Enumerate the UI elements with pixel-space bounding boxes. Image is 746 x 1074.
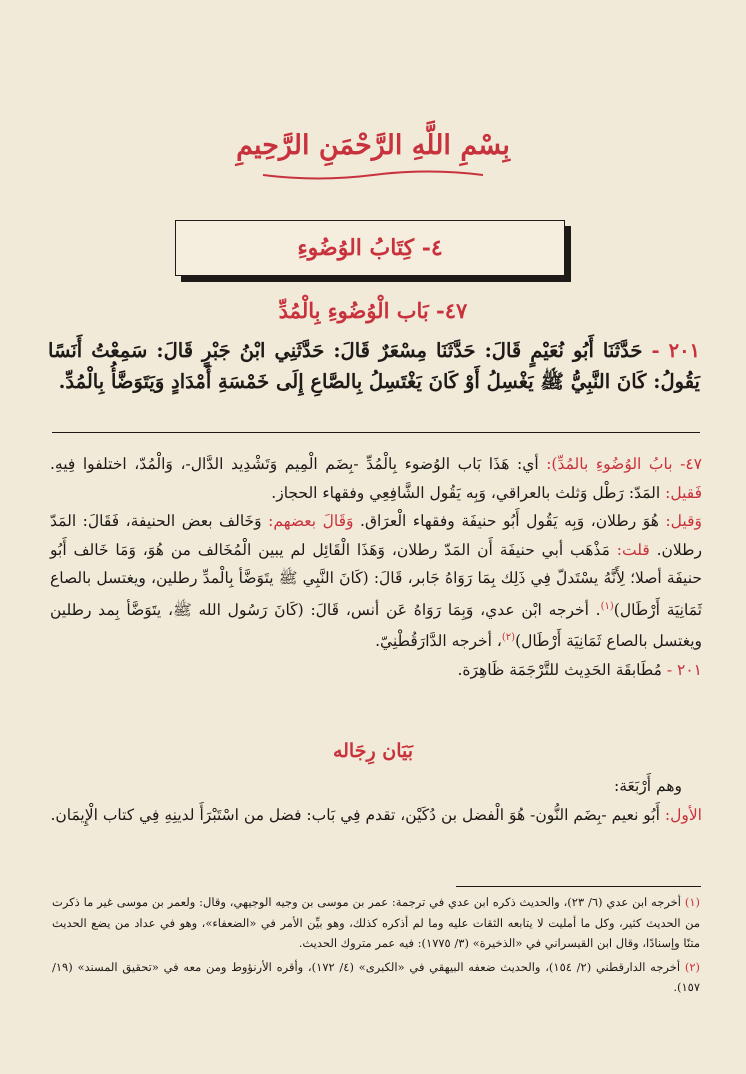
footnote-marker-1[interactable]: (١) (600, 600, 614, 612)
commentary-paragraph (50, 507, 702, 656)
footnote-marker-2[interactable]: (٢) (501, 632, 516, 644)
basmala-calligraphy: بِسْمِ اللَّهِ الرَّحْمَنِ الرَّحِيمِ (236, 130, 510, 161)
narrators-section-title: بَيَان رِجَاله (332, 740, 414, 762)
footnote-1 (52, 892, 700, 954)
commentary-block (50, 450, 702, 684)
commentary-keyword: وَقيل: (665, 512, 702, 530)
narrators-block (50, 772, 702, 830)
book-title: ٤- كِتَابُ الوُضُوءِ (297, 235, 443, 261)
hadith-text: حَدَّثَنَا أَبُو نُعَيْمٍ قَالَ: حَدَّثَنَا مِسْعَرٌ قَالَ: حَدَّثَنِي ابْنُ جَبْرٍ قَالَ: سَمِعْتُ أَنَسًا يَقُولُ: كَانَ النَّبِيُّ ﷺ يَغْسِلُ أَوْ كَانَ يَغْتَسِلُ بِالصَّاعِ إِلَى خَمْسَةِ أَمْدَادٍ وَيَتَوَضَّأُ بِالْمُدِّ. (48, 339, 700, 393)
commentary-text: ، أخرجه الدَّارَقُطْنِيّ. (375, 632, 502, 651)
commentary-paragraph (50, 450, 702, 507)
hadith-text-block (48, 335, 700, 397)
footnote-text: أخرجه ابن عدي (٦/ ٢٣)، والحديث ذكره ابن عدي في ترجمة: عمر بن موسى بن وجيه الوجيهي، وقال: ولعمر بن موسى غير ما ذكرت من الحديث كثير، وكل ما أمليت لا يتابعه الثقات عليه وما لم أذكره كذلك، وهو بيِّن الأمر في «الضعفاء»، وهو في عداد من يضع الحديث متنًا وإسنادًا، وقال ابن القيسراني في «الذخيرة» (٣/ ١٧٧٥): فيه عمر متروك الحديث. (52, 895, 700, 950)
hadith-number: ٢٠١ - (651, 339, 701, 362)
footnotes-block (52, 892, 700, 1001)
commentary-text: وَخَالف بعض الحنيفة، فَقَالَ: المَدّ رطلان. (50, 512, 703, 559)
footnote-text: أخرجه الدارقطني (٢/ ١٥٤)، والحديث ضعفه البيهقي في «الكبرى» (٤/ ١٧٢)، وأقره الأرنؤوط ومن معه في «تحقيق المسند» (١٩/ ١٥٧). (52, 959, 700, 994)
divider-rule (52, 432, 700, 433)
commentary-text: مَذْهَب أبي حنيفَة أَن المَدّ رطلان، وَهَذَا الْقَائِل لم يبين الْمُخَالف من هُوَ، وَمَا خَالف أَبُو حنيفَة أصلا؛ لِأَنَّهُ يسْتَدلّ فِي ذَلِك بِمَا رَوَاهُ جَابر، قَالَ: (كَانَ النَّبِي ﷺ يتَوَضَّأ بِالْمدِّ رطلين، ويغتسل بالصاع ثَمَانِيَة أَرْطَال) (50, 540, 702, 619)
commentary-text: أي: هَذَا بَاب الوُضوء بِالْمُدِّ -بِضَم الْمِيم وَتَشْدِيد الدَّال-، وَالْمُدّ، اختلفوا فِيهِ. (50, 455, 547, 473)
hadith-reference-number: ٢٠١ - (666, 660, 702, 679)
chapter-title: ٤٧- بَاب الْوُضُوءِ بِالْمُدِّ (278, 298, 468, 323)
narrator-label: الأول: (664, 806, 702, 824)
commentary-text: هُوَ رطلان، وَبِه يَقُول أَبُو حنيفَة وفقهاء الْعرَاق. (360, 512, 666, 530)
footnote-separator (456, 886, 701, 887)
narrators-intro: وهم أَرْبَعَة: (613, 777, 682, 795)
footnote-number: (٢) (684, 959, 700, 974)
commentary-keyword: فَقيل: (665, 483, 702, 502)
basmala-flourish-ornament (258, 168, 488, 182)
narrator-text: أَبُو نعيم -بِضَم النُّون- هُوَ الْفضل بن دُكَيْن، تقدم فِي بَاب: فضل من اسْتَبْرَأَ لدينِهِ فِي كتاب الْإِيمَان. (50, 806, 665, 824)
footnote-number: (١) (684, 895, 701, 909)
narrator-entry (50, 801, 702, 830)
chapter-reference: ٤٧- بابُ الوُضُوءِ بالمُدِّ): (546, 455, 702, 473)
commentary-paragraph (50, 656, 702, 685)
commentary-keyword: قلت: (616, 540, 657, 559)
commentary-text: . أخرجه ابْن عدي، وَبِمَا رَوَاهُ عَن أنس، قَالَ: (كَانَ رَسُول الله ﷺ، يتَوَضَّأ بِمد رطلين ويغتسل بالصاع ثَمَانِيَة أَرْطَال) (50, 600, 702, 651)
commentary-text: مُطَابقَة الحَدِيث للتَّرْجَمَة ظَاهِرَة. (457, 660, 667, 679)
commentary-keyword: وَقَالَ بعضهم: (268, 512, 361, 530)
footnote-2 (52, 957, 700, 998)
book-title-box (175, 220, 565, 276)
commentary-text: المَدّ: رَطْل وَثلث بالعراقي، وَبِه يَقُول الشَّافِعِي وفقهاء الحجاز. (271, 483, 666, 502)
